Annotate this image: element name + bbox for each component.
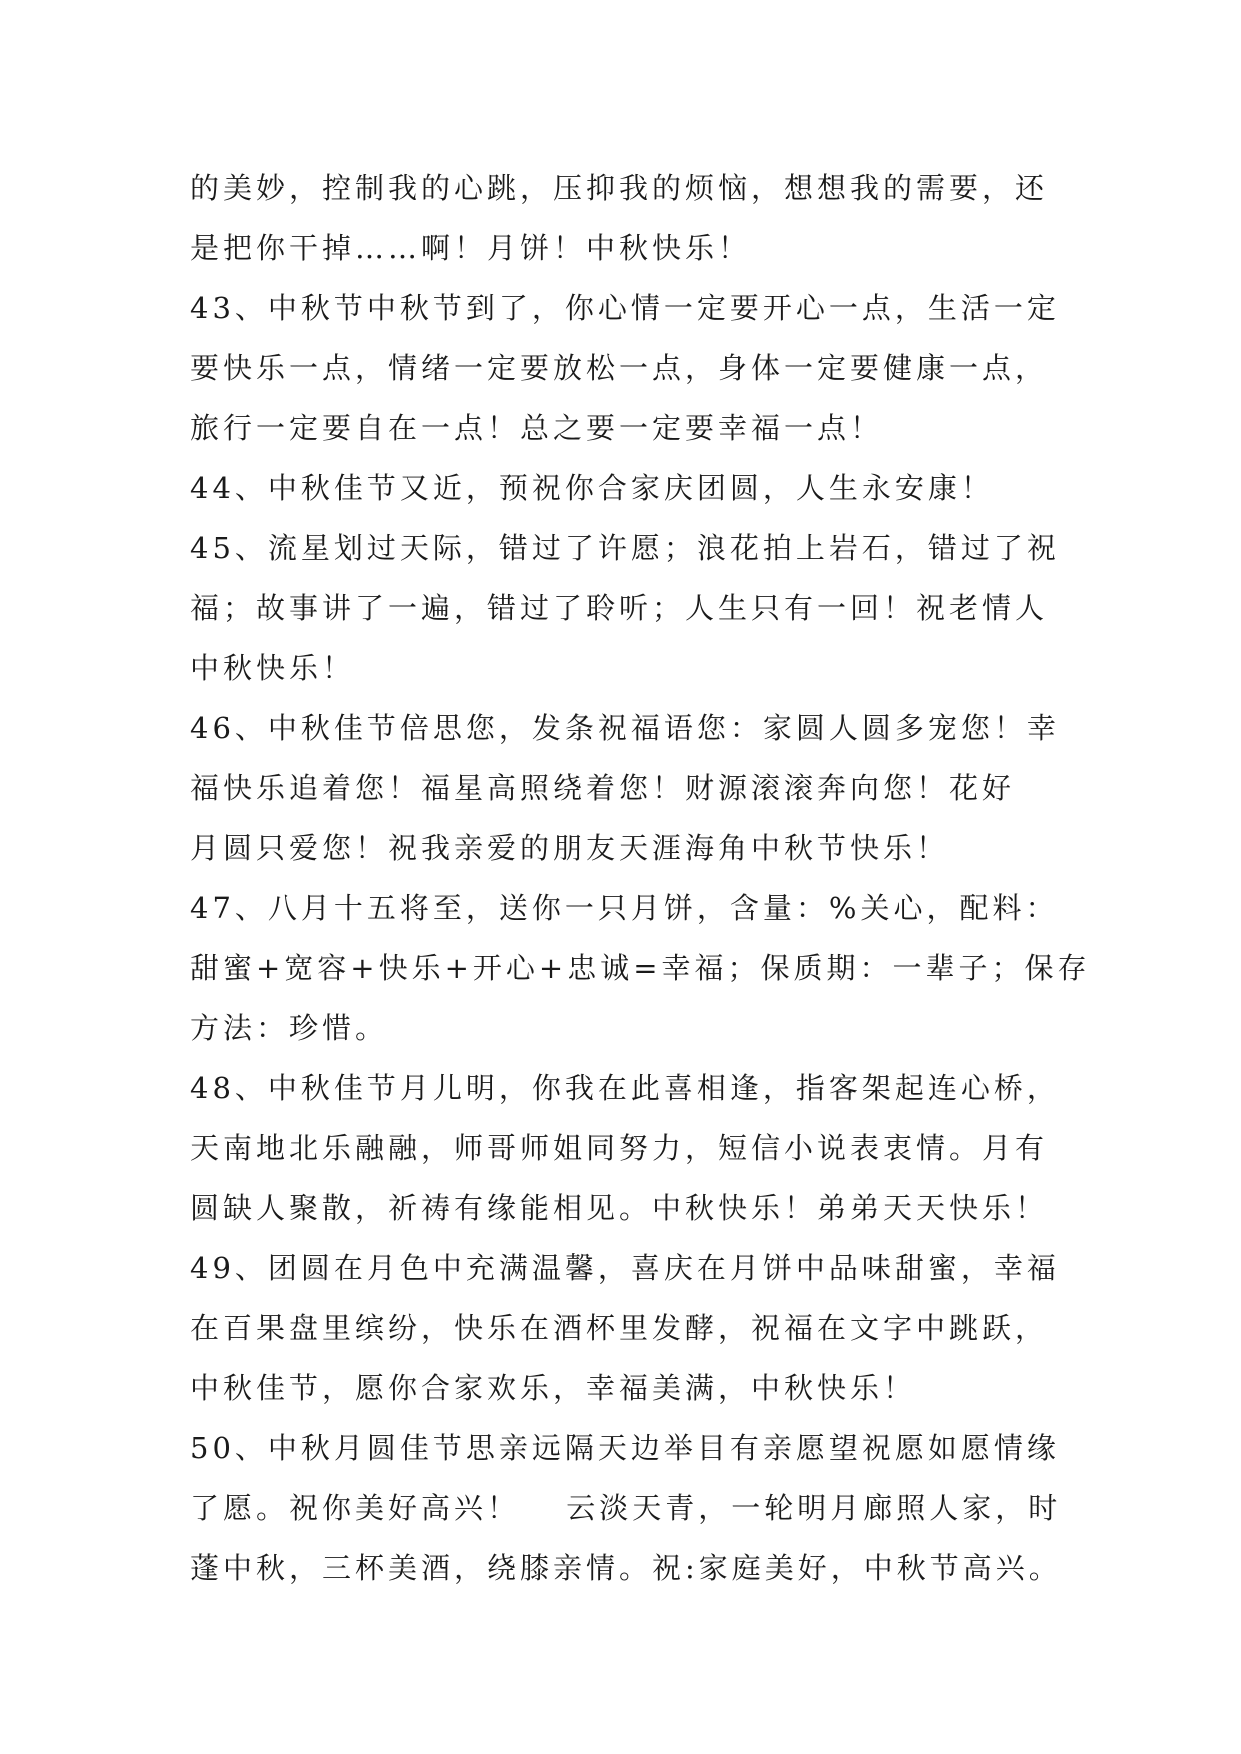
text-line: 50、中秋月圆佳节思亲远隔天边举目有亲愿望祝愿如愿情缘 (190, 1431, 1060, 1465)
text-line: 甜蜜+宽容+快乐+开心+忠诚=幸福；保质期：一辈子；保存 (190, 951, 1091, 985)
text-line: 47、八月十五将至，送你一只月饼，含量：%关心，配料： (190, 891, 1059, 925)
document-body (190, 158, 1091, 1598)
text-line: 圆缺人聚散，祈祷有缘能相见。中秋快乐！弟弟天天快乐！ (190, 1191, 1049, 1225)
text-line: 中秋佳节，愿你合家欢乐，幸福美满，中秋快乐！ (190, 1371, 917, 1405)
text-line: 在百果盘里缤纷，快乐在酒杯里发酵，祝福在文字中跳跃， (190, 1311, 1049, 1345)
text-line: 月圆只爱您！祝我亲爱的朋友天涯海角中秋节快乐！ (190, 831, 950, 865)
text-line: 要快乐一点，情绪一定要放松一点，身体一定要健康一点， (190, 351, 1049, 385)
text-line: 旅行一定要自在一点！总之要一定要幸福一点！ (190, 411, 884, 445)
text-line: 方法：珍惜。 (190, 1011, 389, 1045)
text-line: 蓬中秋，三杯美酒，绕膝亲情。祝:家庭美好，中秋节高兴。 (190, 1551, 1062, 1585)
text-line: 45、流星划过天际，错过了许愿；浪花拍上岩石，错过了祝 (190, 531, 1060, 565)
text-line: 中秋快乐！ (190, 651, 356, 685)
text-line: 43、中秋节中秋节到了，你心情一定要开心一点，生活一定 (190, 291, 1060, 325)
text-line: 48、中秋佳节月儿明，你我在此喜相逢，指客架起连心桥， (190, 1071, 1060, 1105)
text-line: 44、中秋佳节又近，预祝你合家庆团圆，人生永安康！ (190, 471, 994, 505)
text-line: 的美妙，控制我的心跳，压抑我的烦恼，想想我的需要，还 (190, 171, 1049, 205)
text-line: 了愿。祝你美好高兴！ 云淡天青，一轮明月廊照人家，时 (190, 1491, 1062, 1525)
text-line: 49、团圆在月色中充满温馨，喜庆在月饼中品味甜蜜，幸福 (190, 1251, 1060, 1285)
text-line: 天南地北乐融融，师哥师姐同努力，短信小说表衷情。月有 (190, 1131, 1049, 1165)
text-line: 46、中秋佳节倍思您，发条祝福语您：家圆人圆多宠您！幸 (190, 711, 1060, 745)
text-line: 是把你干掉……啊！月饼！中秋快乐！ (190, 231, 752, 265)
text-line: 福快乐追着您！福星高照绕着您！财源滚滚奔向您！花好 (190, 771, 1016, 805)
text-line: 福；故事讲了一遍，错过了聆听；人生只有一回！祝老情人 (190, 591, 1049, 625)
